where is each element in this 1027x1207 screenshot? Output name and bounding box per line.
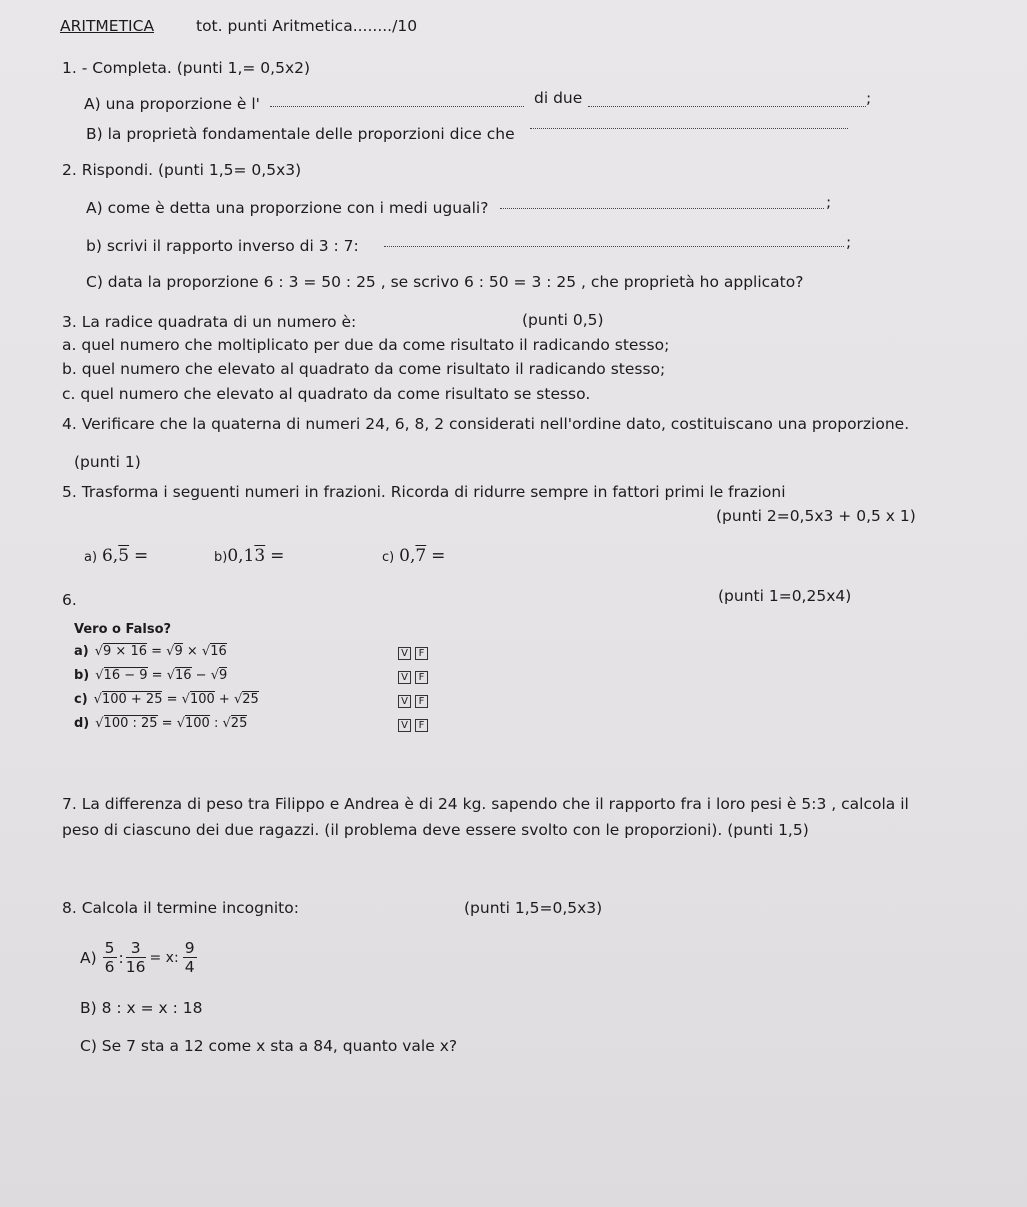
q8-a-colon: : bbox=[118, 949, 124, 967]
q1-a-blank-2[interactable] bbox=[588, 104, 866, 107]
total-points: tot. punti Aritmetica......../10 bbox=[196, 17, 418, 35]
radicand: 9 bbox=[219, 668, 228, 683]
q2-b-blank[interactable] bbox=[384, 244, 844, 247]
sqrt-sign: √ bbox=[181, 692, 190, 707]
q8-a-num-2: 3 bbox=[126, 940, 146, 958]
tf-label: b) bbox=[74, 668, 90, 683]
radicand: 100 + 25 bbox=[101, 692, 163, 707]
radicand: 25 bbox=[242, 692, 259, 707]
q1-b-blank[interactable] bbox=[530, 126, 848, 129]
sqrt-sign: √ bbox=[93, 692, 102, 707]
q3-points: (punti 0,5) bbox=[522, 311, 604, 329]
false-checkbox[interactable]: F bbox=[415, 719, 428, 732]
q1-title: 1. - Completa. (punti 1,= 0,5x2) bbox=[62, 59, 311, 77]
q5-a-rep: 5 bbox=[118, 546, 130, 566]
tf-boxes bbox=[398, 715, 432, 735]
tf-right-root-1 bbox=[182, 691, 215, 707]
q5-c-rep: 7 bbox=[415, 546, 427, 566]
q2-a-text: A) come è detta una proporzione con i medi uguali? bbox=[86, 199, 489, 217]
q5-a-eq: = bbox=[133, 546, 149, 566]
q1-a-mid: di due bbox=[534, 89, 583, 107]
sqrt-sign: √ bbox=[201, 644, 211, 659]
tf-right-root-2 bbox=[234, 691, 259, 707]
q2-a-blank[interactable] bbox=[500, 206, 824, 209]
tf-label: d) bbox=[74, 716, 90, 731]
tf-right-root-1 bbox=[177, 715, 210, 731]
q1-a-blank-1[interactable] bbox=[270, 104, 524, 107]
tf-operator: − bbox=[191, 668, 211, 683]
q2-b-text: b) scrivi il rapporto inverso di 3 : 7: bbox=[86, 237, 359, 255]
sqrt-sign: √ bbox=[222, 716, 231, 731]
tf-label: a) bbox=[74, 644, 89, 659]
tf-operator: : bbox=[209, 716, 223, 731]
tf-operator: × bbox=[182, 644, 202, 659]
false-checkbox[interactable]: F bbox=[415, 647, 428, 660]
q5-b bbox=[214, 546, 284, 568]
sqrt-sign: √ bbox=[95, 668, 104, 683]
q8-points: (punti 1,5=0,5x3) bbox=[464, 899, 603, 917]
q8-a-num-1: 5 bbox=[104, 939, 115, 957]
tf-item bbox=[74, 666, 227, 686]
q5-b-label: b) bbox=[214, 550, 228, 565]
tf-right-root-1 bbox=[167, 667, 192, 683]
tf-left-root bbox=[95, 715, 157, 731]
q6-number: 6. bbox=[62, 591, 77, 609]
q5-b-rep: 3 bbox=[254, 546, 266, 566]
q8-b: B) 8 : x = x : 18 bbox=[80, 999, 203, 1017]
sqrt-sign: √ bbox=[95, 716, 104, 731]
false-checkbox[interactable]: F bbox=[415, 695, 428, 708]
tf-right-root-2 bbox=[223, 715, 248, 731]
q6-points: (punti 1=0,25x4) bbox=[718, 587, 852, 605]
subject-title: ARITMETICA bbox=[60, 17, 155, 35]
tf-right-root-1 bbox=[166, 643, 183, 659]
radicand: 9 × 16 bbox=[103, 644, 147, 659]
q3-title: 3. La radice quadrata di un numero è: bbox=[62, 313, 357, 331]
tf-label: c) bbox=[74, 692, 88, 707]
radicand: 25 bbox=[230, 716, 248, 731]
tf-item bbox=[74, 714, 247, 734]
tf-equals: = bbox=[157, 716, 177, 731]
radicand: 100 : 25 bbox=[103, 716, 158, 731]
tf-equals: = bbox=[147, 668, 167, 683]
radicand: 16 − 9 bbox=[103, 668, 148, 683]
q8-a-fraction-2 bbox=[126, 940, 146, 976]
q6-title: Vero o Falso? bbox=[74, 622, 172, 637]
q2-b-end: ; bbox=[846, 233, 852, 251]
q2-a-end: ; bbox=[826, 193, 832, 211]
tf-boxes bbox=[398, 667, 432, 687]
q3-option-b: b. quel numero che elevato al quadrato da come risultato il radicando stesso; bbox=[62, 360, 666, 378]
q5-c-eq: = bbox=[431, 546, 446, 566]
q2-c-text: C) data la proporzione 6 : 3 = 50 : 25 , se scrivo 6 : 50 = 3 : 25 , che proprietà ho applicato? bbox=[86, 273, 804, 291]
q4-points: (punti 1) bbox=[74, 453, 141, 471]
q5-a-int: 6, bbox=[101, 546, 119, 566]
q8-a bbox=[80, 936, 199, 980]
tf-item bbox=[74, 690, 259, 710]
tf-boxes bbox=[398, 691, 432, 711]
q5-b-int: 0,1 bbox=[227, 546, 255, 566]
sqrt-sign: √ bbox=[176, 716, 186, 731]
sqrt-sign: √ bbox=[166, 668, 175, 683]
tf-left-root bbox=[95, 667, 147, 683]
q8-a-den-3: 4 bbox=[184, 958, 195, 976]
q5-points: (punti 2=0,5x3 + 0,5 x 1) bbox=[716, 507, 916, 525]
true-checkbox[interactable]: V bbox=[398, 695, 411, 708]
tf-operator: + bbox=[214, 692, 234, 707]
q3-option-c: c. quel numero che elevato al quadrato da come risultato se stesso. bbox=[62, 385, 591, 403]
q8-a-num-3: 9 bbox=[184, 939, 195, 957]
sqrt-sign: √ bbox=[233, 692, 243, 707]
tf-right-root-2 bbox=[202, 643, 227, 659]
tf-boxes bbox=[398, 643, 432, 663]
radicand: 100 bbox=[189, 692, 215, 707]
false-checkbox[interactable]: F bbox=[415, 671, 428, 684]
q5-text: 5. Trasforma i seguenti numeri in frazioni. Ricorda di ridurre sempre in fattori primi le frazioni bbox=[62, 483, 786, 501]
q5-b-eq: = bbox=[270, 546, 285, 566]
true-checkbox[interactable]: V bbox=[398, 719, 411, 732]
q7-line-1: 7. La differenza di peso tra Filippo e Andrea è di 24 kg. sapendo che il rapporto fra i loro pesi è 5:3 , calcola il bbox=[62, 795, 909, 813]
radicand: 100 bbox=[185, 716, 210, 731]
sqrt-sign: √ bbox=[94, 644, 104, 659]
true-checkbox[interactable]: V bbox=[398, 647, 411, 660]
q5-c-int: 0, bbox=[399, 546, 416, 566]
tf-item bbox=[74, 642, 227, 662]
q1-b-text: B) la proprietà fondamentale delle proporzioni dice che bbox=[86, 125, 515, 143]
sqrt-sign: √ bbox=[166, 644, 175, 659]
q5-a-label: a) bbox=[84, 550, 98, 565]
q3-option-a: a. quel numero che moltiplicato per due da come risultato il radicando stesso; bbox=[62, 336, 670, 354]
tf-right-root-2 bbox=[211, 667, 228, 683]
q7-line-2: peso di ciascuno dei due ragazzi. (il problema deve essere svolto con le proporzioni). (punti 1,5) bbox=[62, 821, 809, 839]
q8-a-label: A) bbox=[80, 949, 97, 967]
q2-title: 2. Rispondi. (punti 1,5= 0,5x3) bbox=[62, 161, 302, 179]
q8-a-den-1: 6 bbox=[104, 958, 115, 976]
tf-left-root bbox=[94, 691, 163, 707]
q1-a-prefix: A) una proporzione è l' bbox=[84, 95, 260, 113]
true-checkbox[interactable]: V bbox=[398, 671, 411, 684]
q8-a-fraction-3 bbox=[183, 940, 197, 976]
tf-left-root bbox=[95, 643, 147, 659]
q8-title: 8. Calcola il termine incognito: bbox=[62, 899, 299, 917]
radicand: 16 bbox=[210, 644, 227, 659]
sqrt-sign: √ bbox=[210, 668, 220, 683]
q8-a-fraction-1 bbox=[103, 940, 117, 976]
q1-a-end: ; bbox=[866, 89, 872, 107]
tf-equals: = bbox=[147, 644, 167, 659]
radicand: 9 bbox=[174, 644, 183, 659]
q5-c-label: c) bbox=[382, 550, 395, 565]
radicand: 16 bbox=[175, 668, 192, 683]
q8-c: C) Se 7 sta a 12 come x sta a 84, quanto vale x? bbox=[80, 1037, 458, 1055]
q4-text: 4. Verificare che la quaterna di numeri 24, 6, 8, 2 considerati nell'ordine dato, costituiscano una proporzione. bbox=[62, 415, 910, 433]
tf-equals: = bbox=[162, 692, 182, 707]
q8-a-den-2: 16 bbox=[125, 958, 146, 976]
q5-c bbox=[382, 546, 445, 568]
q8-a-mid: = x: bbox=[149, 950, 179, 966]
q5-a bbox=[84, 546, 148, 568]
